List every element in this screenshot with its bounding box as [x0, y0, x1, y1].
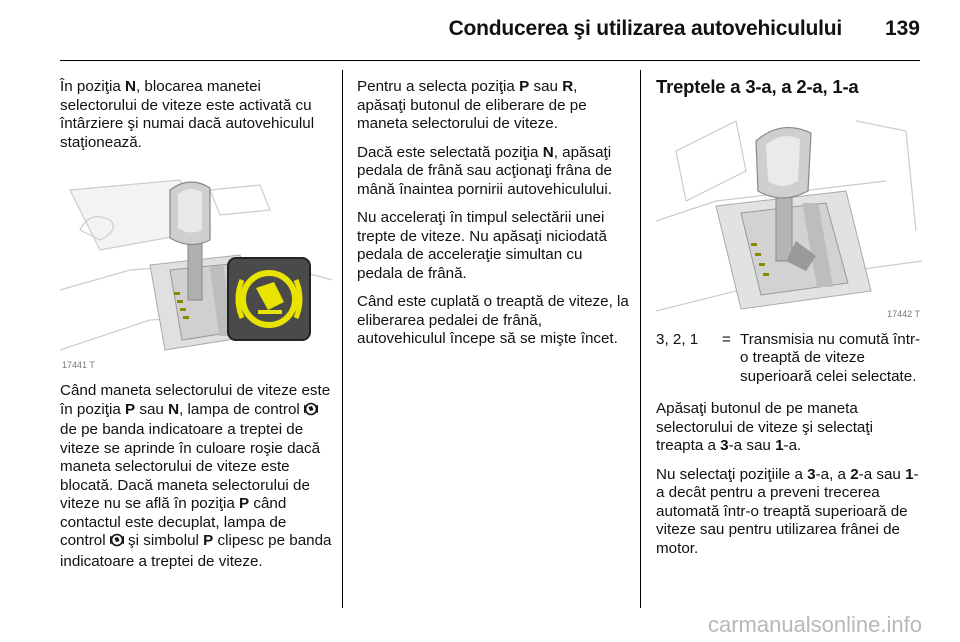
definition-row: [656, 331, 922, 387]
watermark: carmanualsonline.info: [707, 612, 922, 637]
brake-lamp-icon: [304, 402, 318, 422]
figure-gear-selector: [656, 111, 922, 317]
page-header: [0, 0, 960, 60]
brake-lamp-icon: [110, 533, 124, 553]
column-divider-2: [640, 70, 641, 608]
selector-lever-illustration: [60, 170, 332, 368]
column-divider-1: [342, 70, 343, 608]
paragraph-control-lamp: Când maneta selectorului de viteze este în poziţia P sau N, lampa de control de pe banda indicatoare a treptei de viteze se aprinde în culoare roşie dacă maneta selectorului de viteze este blocată. Dacă maneta selectorului de viteze nu se află în poziţia P când contactul este decuplat, lampa de control şi simbolul P clipesc pe banda indicatoare a treptei de viteze.: [60, 382, 332, 570]
figure-code: 17442 T: [887, 308, 920, 319]
page-number: 139: [884, 17, 920, 40]
paragraph-gear-usage: Nu selectaţi poziţiile a 3-a, a 2-a sau 1-a decât pentru a preveni trecerea automată într-o treaptă superioară de viteze sau pentru utilizarea frânei de motor.: [656, 465, 919, 557]
section-title: Treptele a 3-a, a 2-a, 1-a: [656, 76, 859, 97]
paragraph-lock-delay: În poziţia N, blocarea manetei selectorului de viteze este activată cu întârziere şi numai dacă autovehiculul staţionează.: [60, 78, 315, 151]
column-3: [656, 78, 922, 568]
definition-term: 3, 2, 1: [656, 330, 699, 348]
definition-equals: =: [722, 330, 731, 348]
paragraph-creep: Când este cuplată o treaptă de viteze, la eliberarea pedalei de frână, autovehiculul începe să se mişte încet.: [357, 293, 629, 347]
gear-selector-illustration: [656, 111, 922, 317]
paragraph-select-p-r: Pentru a selecta poziţia P sau R, apăsaţi butonul de eliberare de pe maneta selectorului de viteze.: [357, 78, 587, 132]
paragraph-select-gear: Apăsaţi butonul de pe maneta selectorului de viteze şi selectaţi treapta a 3-a sau 1-a.: [656, 400, 873, 454]
header-rule: [60, 60, 920, 61]
definition-description: Transmisia nu comută într-o treaptă de viteze superioară celei selectate.: [740, 330, 921, 385]
figure-code: 17441 T: [62, 360, 95, 370]
figure-selector-lever-lamp: [60, 170, 332, 368]
column-2: [357, 78, 629, 359]
column-1: [60, 78, 332, 581]
paragraph-neutral: Dacă este selectată poziţia N, apăsaţi pedala de frână sau acţionaţi frâna de mână înaintea pornirii autovehiculului.: [357, 143, 612, 198]
paragraph-no-accelerate: Nu acceleraţi în timpul selectării unei trepte de viteze. Nu apăsaţi niciodată pedala de acceleraţie simultan cu pedala de frână.: [357, 209, 607, 282]
page-title: Conducerea şi utilizarea autovehiculului: [448, 17, 842, 40]
